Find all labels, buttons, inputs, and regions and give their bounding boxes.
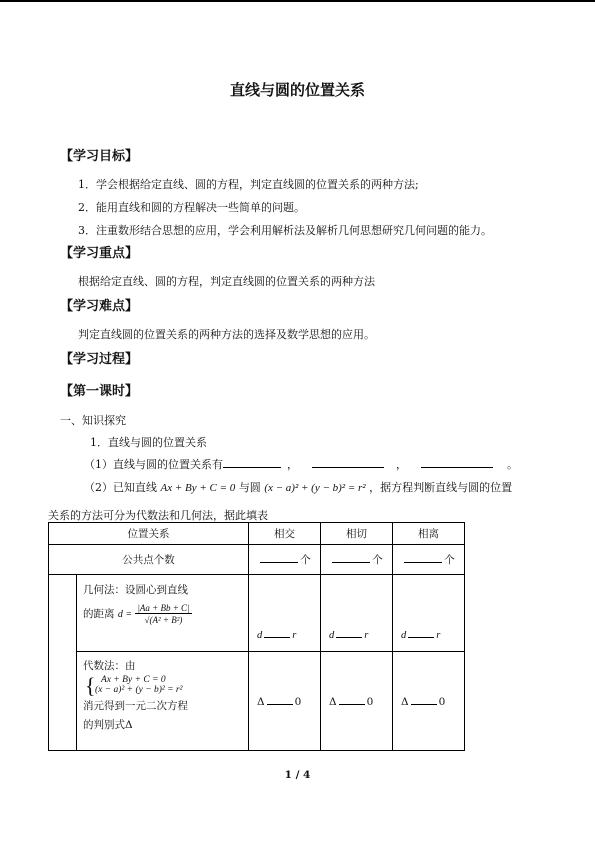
period: 。 bbox=[507, 458, 518, 471]
method-side-cell bbox=[49, 575, 77, 751]
alg-intersect-cell bbox=[249, 652, 321, 751]
top-rule bbox=[0, 0, 595, 2]
answer-blank[interactable] bbox=[336, 627, 362, 638]
question-2-continued: 关系的方法可分为代数法和几何法，据此填表 bbox=[48, 509, 268, 522]
row-points-label: 公共点个数 bbox=[49, 545, 249, 575]
line-equation: Ax + By + C = 0 bbox=[160, 482, 236, 494]
goal-1: 1．学会根据给定直线、圆的方程，判定直线圆的位置关系的两种方法; bbox=[78, 178, 419, 191]
section-difficult: 【学习难点】 bbox=[60, 299, 139, 314]
question-2-mid: 与圆 bbox=[238, 481, 261, 494]
unit-label: 个 bbox=[300, 554, 311, 566]
answer-blank[interactable] bbox=[264, 627, 290, 638]
explore-item-1: 1．直线与圆的位置关系 bbox=[90, 436, 207, 449]
zero: 0 bbox=[294, 696, 302, 708]
answer-blank[interactable] bbox=[408, 627, 434, 638]
distance-label: 的距离 bbox=[83, 608, 115, 620]
relation-table bbox=[48, 522, 465, 751]
geometric-line-2 bbox=[83, 603, 248, 625]
geometric-line-1: 几何法：设圆心到直线 bbox=[83, 584, 188, 596]
points-intersect-cell bbox=[249, 545, 321, 575]
algebraic-line-3: 的判别式Δ bbox=[83, 719, 133, 731]
algebraic-line-1: 代数法：由 bbox=[83, 660, 136, 672]
goal-2: 2．能用直线和圆的方程解决一些简单的问题。 bbox=[78, 201, 305, 214]
distance-formula bbox=[135, 603, 191, 625]
symbol-r: r bbox=[292, 630, 297, 641]
answer-blank[interactable] bbox=[339, 694, 365, 705]
answer-blank-1[interactable] bbox=[223, 456, 281, 468]
distance-symbol: d = bbox=[117, 609, 133, 620]
delta-symbol: Δ bbox=[329, 696, 337, 708]
algebraic-line-2: 消元得到一元二次方程 bbox=[83, 700, 188, 712]
zero: 0 bbox=[438, 696, 446, 708]
question-1-prefix: （1）直线与圆的位置关系有 bbox=[84, 458, 223, 471]
brace-icon: { bbox=[85, 673, 96, 698]
unit-label: 个 bbox=[372, 554, 383, 566]
question-2-suffix: ，据方程判断直线与圆的位置 bbox=[369, 481, 513, 494]
delta-symbol: Δ bbox=[401, 696, 409, 708]
geom-intersect-cell bbox=[249, 575, 321, 652]
section-key: 【学习重点】 bbox=[60, 246, 139, 261]
header-tangent: 相切 bbox=[321, 523, 393, 545]
difficult-text: 判定直线圆的位置关系的两种方法的选择及数学思想的应用。 bbox=[78, 328, 375, 341]
delta-symbol: Δ bbox=[257, 696, 265, 708]
section-lesson: 【第一课时】 bbox=[60, 384, 139, 399]
geom-tangent-cell bbox=[321, 575, 393, 652]
alg-tangent-cell bbox=[321, 652, 393, 751]
alg-separate-cell bbox=[393, 652, 465, 751]
points-separate-cell bbox=[393, 545, 465, 575]
symbol-r: r bbox=[436, 630, 441, 641]
answer-blank[interactable] bbox=[267, 694, 293, 705]
page-number: 1 / 4 bbox=[284, 769, 311, 781]
geometric-method-cell bbox=[77, 575, 249, 652]
answer-blank-2[interactable] bbox=[312, 456, 384, 468]
key-text: 根据给定直线、圆的方程，判定直线圆的位置关系的两种方法 bbox=[78, 275, 375, 288]
system-equation-1: Ax + By + C = 0 bbox=[101, 675, 166, 685]
header-intersect: 相交 bbox=[249, 523, 321, 545]
answer-blank[interactable] bbox=[411, 694, 437, 705]
question-2 bbox=[84, 479, 512, 495]
zero: 0 bbox=[366, 696, 374, 708]
header-separate: 相离 bbox=[393, 523, 465, 545]
header-relation: 位置关系 bbox=[49, 523, 249, 545]
symbol-d: d bbox=[257, 630, 263, 641]
explore-heading: 一、知识探究 bbox=[60, 414, 126, 427]
answer-blank[interactable] bbox=[260, 552, 298, 563]
symbol-d: d bbox=[329, 630, 335, 641]
answer-blank[interactable] bbox=[404, 552, 442, 563]
question-2-prefix: （2）已知直线 bbox=[84, 481, 157, 494]
answer-blank-3[interactable] bbox=[421, 456, 493, 468]
section-goals: 【学习目标】 bbox=[60, 149, 139, 164]
algebraic-method-cell bbox=[77, 652, 249, 751]
separator: ， bbox=[396, 458, 407, 471]
formula-denominator: √(A² + B²) bbox=[144, 615, 183, 625]
symbol-r: r bbox=[364, 630, 369, 641]
answer-blank[interactable] bbox=[332, 552, 370, 563]
equation-system bbox=[85, 673, 248, 698]
points-tangent-cell bbox=[321, 545, 393, 575]
separator: ， bbox=[287, 458, 298, 471]
unit-label: 个 bbox=[444, 554, 455, 566]
symbol-d: d bbox=[401, 630, 407, 641]
system-equation-2: (x − a)² + (y − b)² = r² bbox=[95, 685, 183, 695]
geom-separate-cell bbox=[393, 575, 465, 652]
goal-3: 3．注重数形结合思想的应用，学会利用解析法及解析几何思想研究几何问题的能力。 bbox=[78, 224, 492, 237]
circle-equation: (x − a)² + (y − b)² = r² bbox=[264, 482, 366, 494]
page-title: 直线与圆的位置关系 bbox=[229, 81, 365, 99]
question-1 bbox=[84, 456, 518, 472]
formula-numerator: |Aa + Bb + C| bbox=[137, 603, 190, 613]
section-process: 【学习过程】 bbox=[60, 352, 139, 367]
